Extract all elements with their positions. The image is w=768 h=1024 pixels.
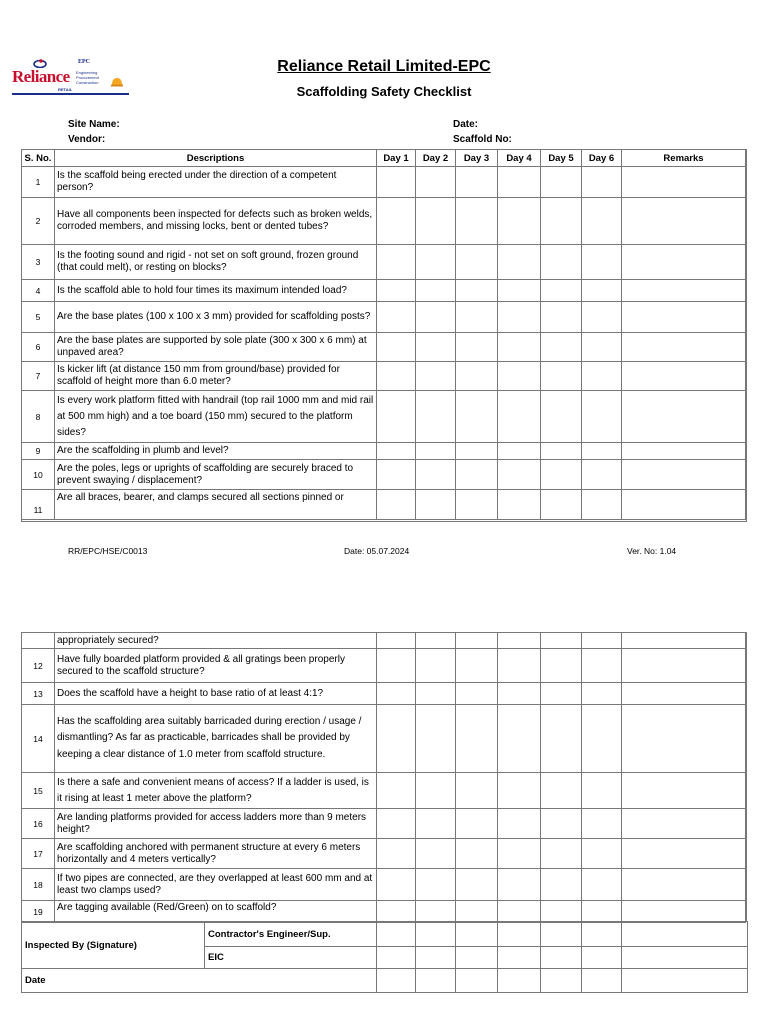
day1-cell[interactable] — [377, 333, 416, 362]
day3-cell[interactable] — [456, 391, 498, 443]
row-description: Are the base plates are supported by sole plate (300 x 300 x 6 mm) at unpaved area? — [55, 333, 377, 362]
table-row — [22, 705, 746, 773]
col-day6: Day 6 — [582, 150, 622, 167]
row-description: Is the scaffold able to hold four times its maximum intended load? — [55, 280, 377, 302]
day2-cell[interactable] — [416, 443, 456, 460]
row-number: 8 — [22, 391, 55, 443]
day6-cell[interactable] — [582, 198, 622, 245]
day4-cell[interactable] — [498, 167, 541, 198]
day5-cell[interactable] — [541, 683, 582, 705]
row-number: 11 — [22, 490, 55, 520]
table-row — [22, 649, 746, 683]
day5-cell[interactable] — [541, 333, 582, 362]
row-description: Are the poles, legs or uprights of scaffolding are securely braced to prevent swaying / displacement? — [55, 460, 377, 490]
day1-cell[interactable] — [377, 245, 416, 280]
day2-cell[interactable] — [416, 280, 456, 302]
inspected-by-label: Inspected By (Signature) — [22, 922, 205, 969]
day4-cell[interactable] — [498, 391, 541, 443]
day4-cell[interactable] — [498, 460, 541, 490]
day1-cell[interactable] — [377, 460, 416, 490]
table-row — [22, 362, 746, 391]
logo-epc: EPC — [78, 59, 90, 65]
day2-cell[interactable] — [416, 839, 456, 869]
col-day1: Day 1 — [377, 150, 416, 167]
table-row — [22, 839, 746, 869]
day2-cell[interactable] — [416, 490, 456, 520]
day3-cell[interactable] — [456, 167, 498, 198]
day6-cell[interactable] — [582, 391, 622, 443]
col-day4: Day 4 — [498, 150, 541, 167]
remarks-cell[interactable] — [622, 649, 746, 683]
remarks-cell[interactable] — [622, 633, 746, 649]
day1-cell[interactable] — [377, 649, 416, 683]
sig-cell[interactable] — [498, 947, 541, 969]
day1-cell[interactable] — [377, 839, 416, 869]
day4-cell[interactable] — [498, 901, 541, 923]
col-remarks: Remarks — [622, 150, 746, 167]
table-row — [22, 901, 746, 923]
row-number: 2 — [22, 198, 55, 245]
day5-cell[interactable] — [541, 245, 582, 280]
day5-cell[interactable] — [541, 198, 582, 245]
day6-cell[interactable] — [582, 460, 622, 490]
day2-cell[interactable] — [416, 245, 456, 280]
checklist-table-page1 — [21, 149, 746, 520]
day3-cell[interactable] — [456, 245, 498, 280]
sig-cell[interactable] — [456, 947, 498, 969]
table-row — [22, 633, 746, 649]
sig-cell[interactable] — [416, 947, 456, 969]
row-number: 14 — [22, 705, 55, 773]
day2-cell[interactable] — [416, 705, 456, 773]
day6-cell[interactable] — [582, 773, 622, 809]
doc-version: Ver. No: 1.04 — [627, 546, 677, 556]
remarks-cell[interactable] — [622, 167, 746, 198]
day2-cell[interactable] — [416, 683, 456, 705]
table-row — [22, 443, 746, 460]
row-description: Is kicker lift (at distance 150 mm from ground/base) provided for scaffold of height more than 6.0 meter? — [55, 362, 377, 391]
day4-cell[interactable] — [498, 302, 541, 333]
day1-cell[interactable] — [377, 391, 416, 443]
row-number: 10 — [22, 460, 55, 490]
day5-cell[interactable] — [541, 391, 582, 443]
row-description: Have all components been inspected for defects such as broken welds, corroded members, and missing locks, bent or dented tubes? — [55, 198, 377, 245]
day1-cell[interactable] — [377, 280, 416, 302]
row-description: Are scaffolding anchored with permanent structure at every 6 meters horizontally and 4 meters vertically? — [55, 839, 377, 869]
eic-label: EIC — [205, 947, 377, 969]
day3-cell[interactable] — [456, 683, 498, 705]
sig-cell[interactable] — [622, 947, 748, 969]
sig-cell[interactable] — [416, 922, 456, 947]
day5-cell[interactable] — [541, 362, 582, 391]
day1-cell[interactable] — [377, 683, 416, 705]
scaffold-no-label: Scaffold No: — [453, 134, 512, 145]
remarks-cell[interactable] — [622, 705, 746, 773]
page-title: Reliance Retail Limited-EPC — [277, 58, 491, 75]
day5-cell[interactable] — [541, 773, 582, 809]
page-subtitle: Scaffolding Safety Checklist — [296, 84, 472, 99]
day5-cell[interactable] — [541, 633, 582, 649]
sig-cell[interactable] — [582, 947, 622, 969]
day5-cell[interactable] — [541, 280, 582, 302]
row-description: Are landing platforms provided for access ladders more than 9 meters height? — [55, 809, 377, 839]
day4-cell[interactable] — [498, 198, 541, 245]
row-number: 13 — [22, 683, 55, 705]
day3-cell[interactable] — [456, 839, 498, 869]
signature-table — [21, 921, 748, 993]
logo-sub: Engineering Procurement Construction — [76, 70, 99, 85]
remarks-cell[interactable] — [622, 443, 746, 460]
day6-cell[interactable] — [582, 302, 622, 333]
doc-date: Date: 05.07.2024 — [344, 546, 410, 556]
day6-cell[interactable] — [582, 869, 622, 901]
table-row — [22, 167, 746, 198]
table-row — [22, 245, 746, 280]
day3-cell[interactable] — [456, 869, 498, 901]
day6-cell[interactable] — [582, 809, 622, 839]
col-desc: Descriptions — [55, 150, 377, 167]
day2-cell[interactable] — [416, 362, 456, 391]
row-description: Is every work platform fitted with handrail (top rail 1000 mm and mid rail at 500 mm high) and a toe board (150 mm) secured to the platform sides? — [55, 391, 377, 443]
day5-cell[interactable] — [541, 809, 582, 839]
sig-cell[interactable] — [582, 922, 622, 947]
row-number: 15 — [22, 773, 55, 809]
remarks-cell[interactable] — [622, 901, 746, 923]
day3-cell[interactable] — [456, 198, 498, 245]
day3-cell[interactable] — [456, 280, 498, 302]
day3-cell[interactable] — [456, 649, 498, 683]
day5-cell[interactable] — [541, 167, 582, 198]
day3-cell[interactable] — [456, 460, 498, 490]
day2-cell[interactable] — [416, 391, 456, 443]
date-sign-label: Date — [22, 969, 377, 993]
day2-cell[interactable] — [416, 198, 456, 245]
day4-cell[interactable] — [498, 245, 541, 280]
day4-cell[interactable] — [498, 490, 541, 520]
day6-cell[interactable] — [582, 490, 622, 520]
row-number: 17 — [22, 839, 55, 869]
sig-cell[interactable] — [541, 969, 582, 993]
day2-cell[interactable] — [416, 901, 456, 923]
row-description: If two pipes are connected, are they overlapped at least 600 mm and at least two clamps used? — [55, 869, 377, 901]
row-description: Is there a safe and convenient means of access? If a ladder is used, is it rising at least 1 meter above the platform? — [55, 773, 377, 809]
day1-cell[interactable] — [377, 198, 416, 245]
day4-cell[interactable] — [498, 705, 541, 773]
sig-cell[interactable] — [456, 922, 498, 947]
row-description: Are all braces, bearer, and clamps secured all sections pinned or — [55, 490, 377, 520]
day2-cell[interactable] — [416, 773, 456, 809]
row-number: 16 — [22, 809, 55, 839]
table-row — [22, 809, 746, 839]
table-row — [22, 460, 746, 490]
remarks-cell[interactable] — [622, 391, 746, 443]
row-number: 12 — [22, 649, 55, 683]
row-description: Are tagging available (Red/Green) on to scaffold? — [55, 901, 377, 923]
day6-cell[interactable] — [582, 443, 622, 460]
row-number: 18 — [22, 869, 55, 901]
contractor-label: Contractor's Engineer/Sup. — [205, 922, 377, 947]
logo-brand: Reliance — [12, 67, 70, 86]
remarks-cell[interactable] — [622, 809, 746, 839]
sig-cell[interactable] — [622, 969, 748, 993]
row-number: 5 — [22, 302, 55, 333]
remarks-cell[interactable] — [622, 198, 746, 245]
day1-cell[interactable] — [377, 773, 416, 809]
day3-cell[interactable] — [456, 633, 498, 649]
day4-cell[interactable] — [498, 683, 541, 705]
day3-cell[interactable] — [456, 333, 498, 362]
row-description: Have fully boarded platform provided & all gratings been properly secured to the scaffold structure? — [55, 649, 377, 683]
table-row — [22, 302, 746, 333]
day2-cell[interactable] — [416, 167, 456, 198]
day2-cell[interactable] — [416, 869, 456, 901]
sig-cell[interactable] — [541, 947, 582, 969]
table-row — [22, 198, 746, 245]
doc-number: RR/EPC/HSE/C0013 — [68, 546, 148, 556]
remarks-cell[interactable] — [622, 460, 746, 490]
checklist-table-page2 — [21, 632, 746, 923]
day2-cell[interactable] — [416, 633, 456, 649]
day5-cell[interactable] — [541, 869, 582, 901]
day5-cell[interactable] — [541, 649, 582, 683]
remarks-cell[interactable] — [622, 773, 746, 809]
row-description: Are the scaffolding in plumb and level? — [55, 443, 377, 460]
day5-cell[interactable] — [541, 460, 582, 490]
remarks-cell[interactable] — [622, 839, 746, 869]
day6-cell[interactable] — [582, 280, 622, 302]
day2-cell[interactable] — [416, 649, 456, 683]
sig-cell[interactable] — [377, 947, 416, 969]
day6-cell[interactable] — [582, 167, 622, 198]
day5-cell[interactable] — [541, 443, 582, 460]
col-day5: Day 5 — [541, 150, 582, 167]
col-day2: Day 2 — [416, 150, 456, 167]
row-number: 7 — [22, 362, 55, 391]
table-row — [22, 391, 746, 443]
site-name-label: Site Name: — [68, 119, 120, 130]
sig-cell[interactable] — [456, 969, 498, 993]
day3-cell[interactable] — [456, 443, 498, 460]
day6-cell[interactable] — [582, 333, 622, 362]
vendor-label: Vendor: — [68, 134, 106, 145]
day5-cell[interactable] — [541, 901, 582, 923]
table-row — [22, 869, 746, 901]
sig-cell[interactable] — [582, 969, 622, 993]
row-number: 9 — [22, 443, 55, 460]
table-row — [22, 333, 746, 362]
row-description: appropriately secured? — [55, 633, 377, 649]
day3-cell[interactable] — [456, 901, 498, 923]
day3-cell[interactable] — [456, 773, 498, 809]
day1-cell[interactable] — [377, 809, 416, 839]
row-description: Does the scaffold have a height to base ratio of at least 4:1? — [55, 683, 377, 705]
day3-cell[interactable] — [456, 705, 498, 773]
day4-cell[interactable] — [498, 773, 541, 809]
remarks-cell[interactable] — [622, 362, 746, 391]
day4-cell[interactable] — [498, 633, 541, 649]
date-label: Date: — [453, 119, 479, 130]
day1-cell[interactable] — [377, 302, 416, 333]
day6-cell[interactable] — [582, 633, 622, 649]
day4-cell[interactable] — [498, 333, 541, 362]
table-row — [22, 683, 746, 705]
day6-cell[interactable] — [582, 362, 622, 391]
row-number: 1 — [22, 167, 55, 198]
row-number: 4 — [22, 280, 55, 302]
logo-retail: RETAIL — [58, 87, 73, 92]
day1-cell[interactable] — [377, 633, 416, 649]
day5-cell[interactable] — [541, 839, 582, 869]
day1-cell[interactable] — [377, 443, 416, 460]
table-row — [22, 773, 746, 809]
day2-cell[interactable] — [416, 460, 456, 490]
day4-cell[interactable] — [498, 869, 541, 901]
day4-cell[interactable] — [498, 839, 541, 869]
day1-cell[interactable] — [377, 901, 416, 923]
day1-cell[interactable] — [377, 490, 416, 520]
day6-cell[interactable] — [582, 683, 622, 705]
remarks-cell[interactable] — [622, 490, 746, 520]
sig-cell[interactable] — [622, 922, 748, 947]
sig-cell[interactable] — [416, 969, 456, 993]
row-number: 3 — [22, 245, 55, 280]
day6-cell[interactable] — [582, 245, 622, 280]
day1-cell[interactable] — [377, 869, 416, 901]
day4-cell[interactable] — [498, 443, 541, 460]
day2-cell[interactable] — [416, 333, 456, 362]
sig-cell[interactable] — [377, 922, 416, 947]
day6-cell[interactable] — [582, 649, 622, 683]
sig-cell[interactable] — [541, 922, 582, 947]
day6-cell[interactable] — [582, 901, 622, 923]
sig-cell[interactable] — [498, 969, 541, 993]
day5-cell[interactable] — [541, 302, 582, 333]
day3-cell[interactable] — [456, 362, 498, 391]
day4-cell[interactable] — [498, 280, 541, 302]
day3-cell[interactable] — [456, 302, 498, 333]
day4-cell[interactable] — [498, 362, 541, 391]
row-number — [22, 633, 55, 649]
remarks-cell[interactable] — [622, 280, 746, 302]
day2-cell[interactable] — [416, 302, 456, 333]
day1-cell[interactable] — [377, 362, 416, 391]
day3-cell[interactable] — [456, 490, 498, 520]
day4-cell[interactable] — [498, 649, 541, 683]
table-row — [22, 490, 746, 520]
day1-cell[interactable] — [377, 167, 416, 198]
day6-cell[interactable] — [582, 839, 622, 869]
row-description: Has the scaffolding area suitably barricaded during erection / usage / dismantling? As far as practicable, barricades shall be provided by keeping a clear distance of 1.0 meter from scaffold structure. — [55, 705, 377, 773]
table-row — [22, 280, 746, 302]
col-day3: Day 3 — [456, 150, 498, 167]
row-number: 19 — [22, 901, 55, 923]
table-header-row — [22, 150, 746, 167]
remarks-cell[interactable] — [622, 302, 746, 333]
remarks-cell[interactable] — [622, 683, 746, 705]
row-number: 6 — [22, 333, 55, 362]
day6-cell[interactable] — [582, 705, 622, 773]
day3-cell[interactable] — [456, 809, 498, 839]
sig-cell[interactable] — [498, 922, 541, 947]
day4-cell[interactable] — [498, 809, 541, 839]
sig-cell[interactable] — [377, 969, 416, 993]
col-sno: S. No. — [22, 150, 55, 167]
day5-cell[interactable] — [541, 490, 582, 520]
row-description: Is the scaffold being erected under the direction of a competent person? — [55, 167, 377, 198]
day1-cell[interactable] — [377, 705, 416, 773]
day5-cell[interactable] — [541, 705, 582, 773]
row-description: Are the base plates (100 x 100 x 3 mm) provided for scaffolding posts? — [55, 302, 377, 333]
day2-cell[interactable] — [416, 809, 456, 839]
remarks-cell[interactable] — [622, 245, 746, 280]
row-description: Is the footing sound and rigid - not set on soft ground, frozen ground (that could melt), or resting on blocks? — [55, 245, 377, 280]
remarks-cell[interactable] — [622, 869, 746, 901]
remarks-cell[interactable] — [622, 333, 746, 362]
